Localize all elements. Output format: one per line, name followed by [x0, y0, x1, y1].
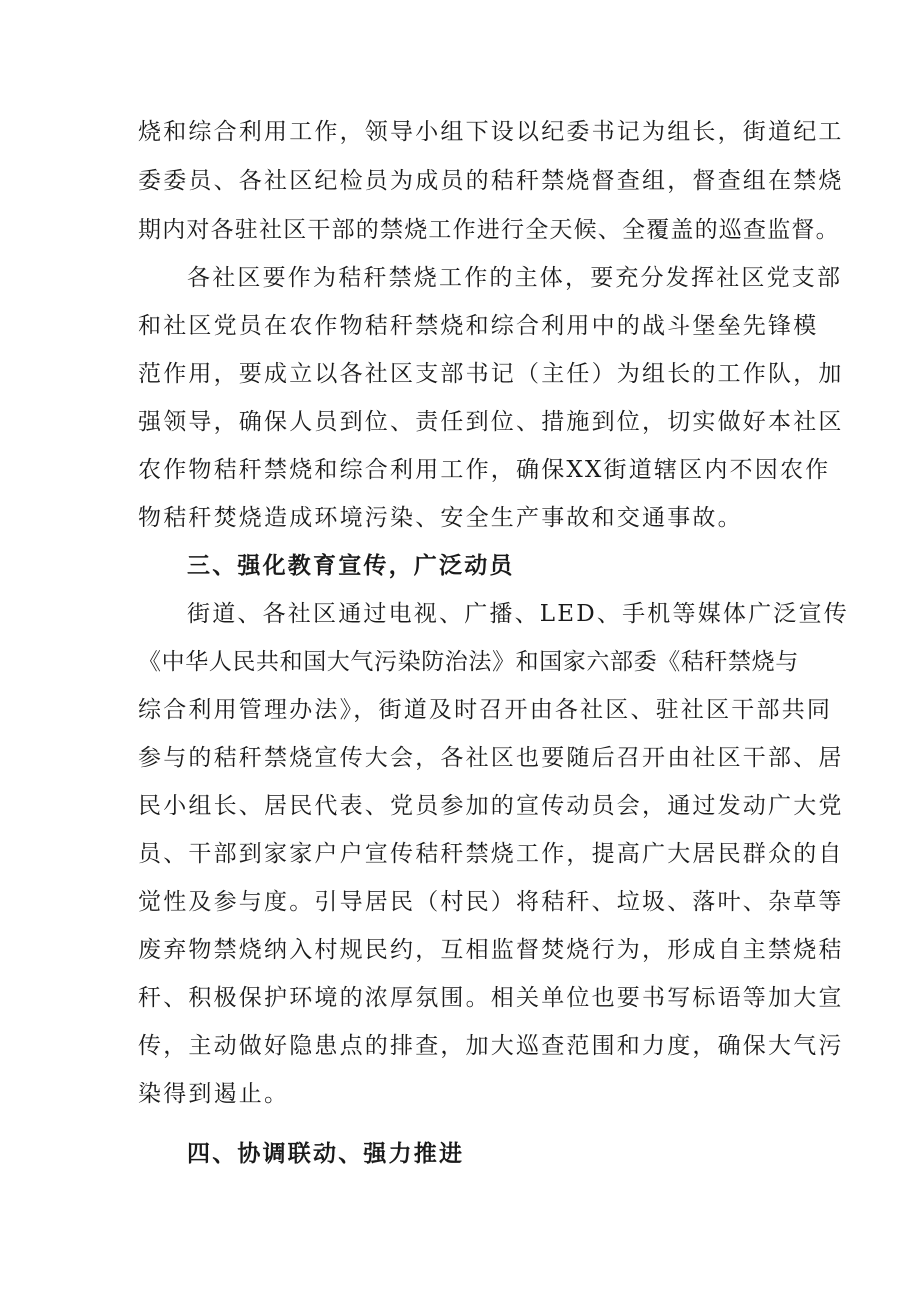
para2-line-3: 范作用，要成立以各社区支部书记（主任）为组长的工作队，加 — [138, 361, 844, 387]
para2-line-5: 农作物秸秆禁烧和综合利用工作，确保XX街道辖区内不因农作 — [138, 457, 831, 483]
para3-line-6: 员、干部到家家户户宣传秸秆禁烧工作，提高广大居民群众的自 — [138, 841, 844, 867]
para2-line-6: 物秸秆焚烧造成环境污染、安全生产事故和交通事故。 — [138, 505, 743, 531]
section-heading-4: 四、协调联动、强力推进 — [187, 1141, 465, 1167]
para3-line-7: 觉性及参与度。引导居民（村民）将秸秆、垃圾、落叶、杂草等 — [138, 889, 844, 915]
para1-line-3: 期内对各驻社区干部的禁烧工作进行全天候、全覆盖的巡查监督。 — [138, 217, 840, 243]
para3-line-8: 废弃物禁烧纳入村规民约，互相监督焚烧行为，形成自主禁烧秸 — [138, 937, 844, 963]
para1-line-2: 委委员、各社区纪检员为成员的秸秆禁烧督查组，督查组在禁烧 — [138, 168, 844, 194]
para3-line-11: 染得到遏止。 — [138, 1081, 290, 1107]
para2-line-1: 各社区要作为秸秆禁烧工作的主体，要充分发挥社区党支部 — [187, 265, 843, 291]
para3-line-10: 传，主动做好隐患点的排查，加大巡查范围和力度，确保大气污 — [138, 1033, 844, 1059]
para3-line-5: 民小组长、居民代表、党员参加的宣传动员会，通过发动广大党 — [138, 793, 844, 819]
para2-line-2: 和社区党员在农作物秸秆禁烧和综合利用中的战斗堡垒先锋模 — [138, 313, 819, 339]
section-heading-3: 三、强化教育宣传，广泛动员 — [187, 553, 515, 579]
para3-line-1: 街道、各社区通过电视、广播、LED、手机等媒体广泛宣传 — [187, 601, 849, 627]
para1-line-1: 烧和综合利用工作，领导小组下设以纪委书记为组长，街道纪工 — [138, 119, 844, 145]
para3-line-9: 秆、积极保护环境的浓厚氛围。相关单位也要书写标语等加大宣 — [138, 985, 844, 1011]
para3-line-4: 参与的秸秆禁烧宣传大会，各社区也要随后召开由社区干部、居 — [138, 745, 844, 771]
para3-line-2: 《中华人民共和国大气污染防治法》和国家六部委《秸秆禁烧与 — [138, 649, 799, 675]
para3-line-3: 综合利用管理办法》，街道及时召开由各社区、驻社区干部共同 — [138, 697, 833, 723]
para2-line-4: 强领导，确保人员到位、责任到位、措施到位，切实做好本社区 — [138, 409, 844, 435]
